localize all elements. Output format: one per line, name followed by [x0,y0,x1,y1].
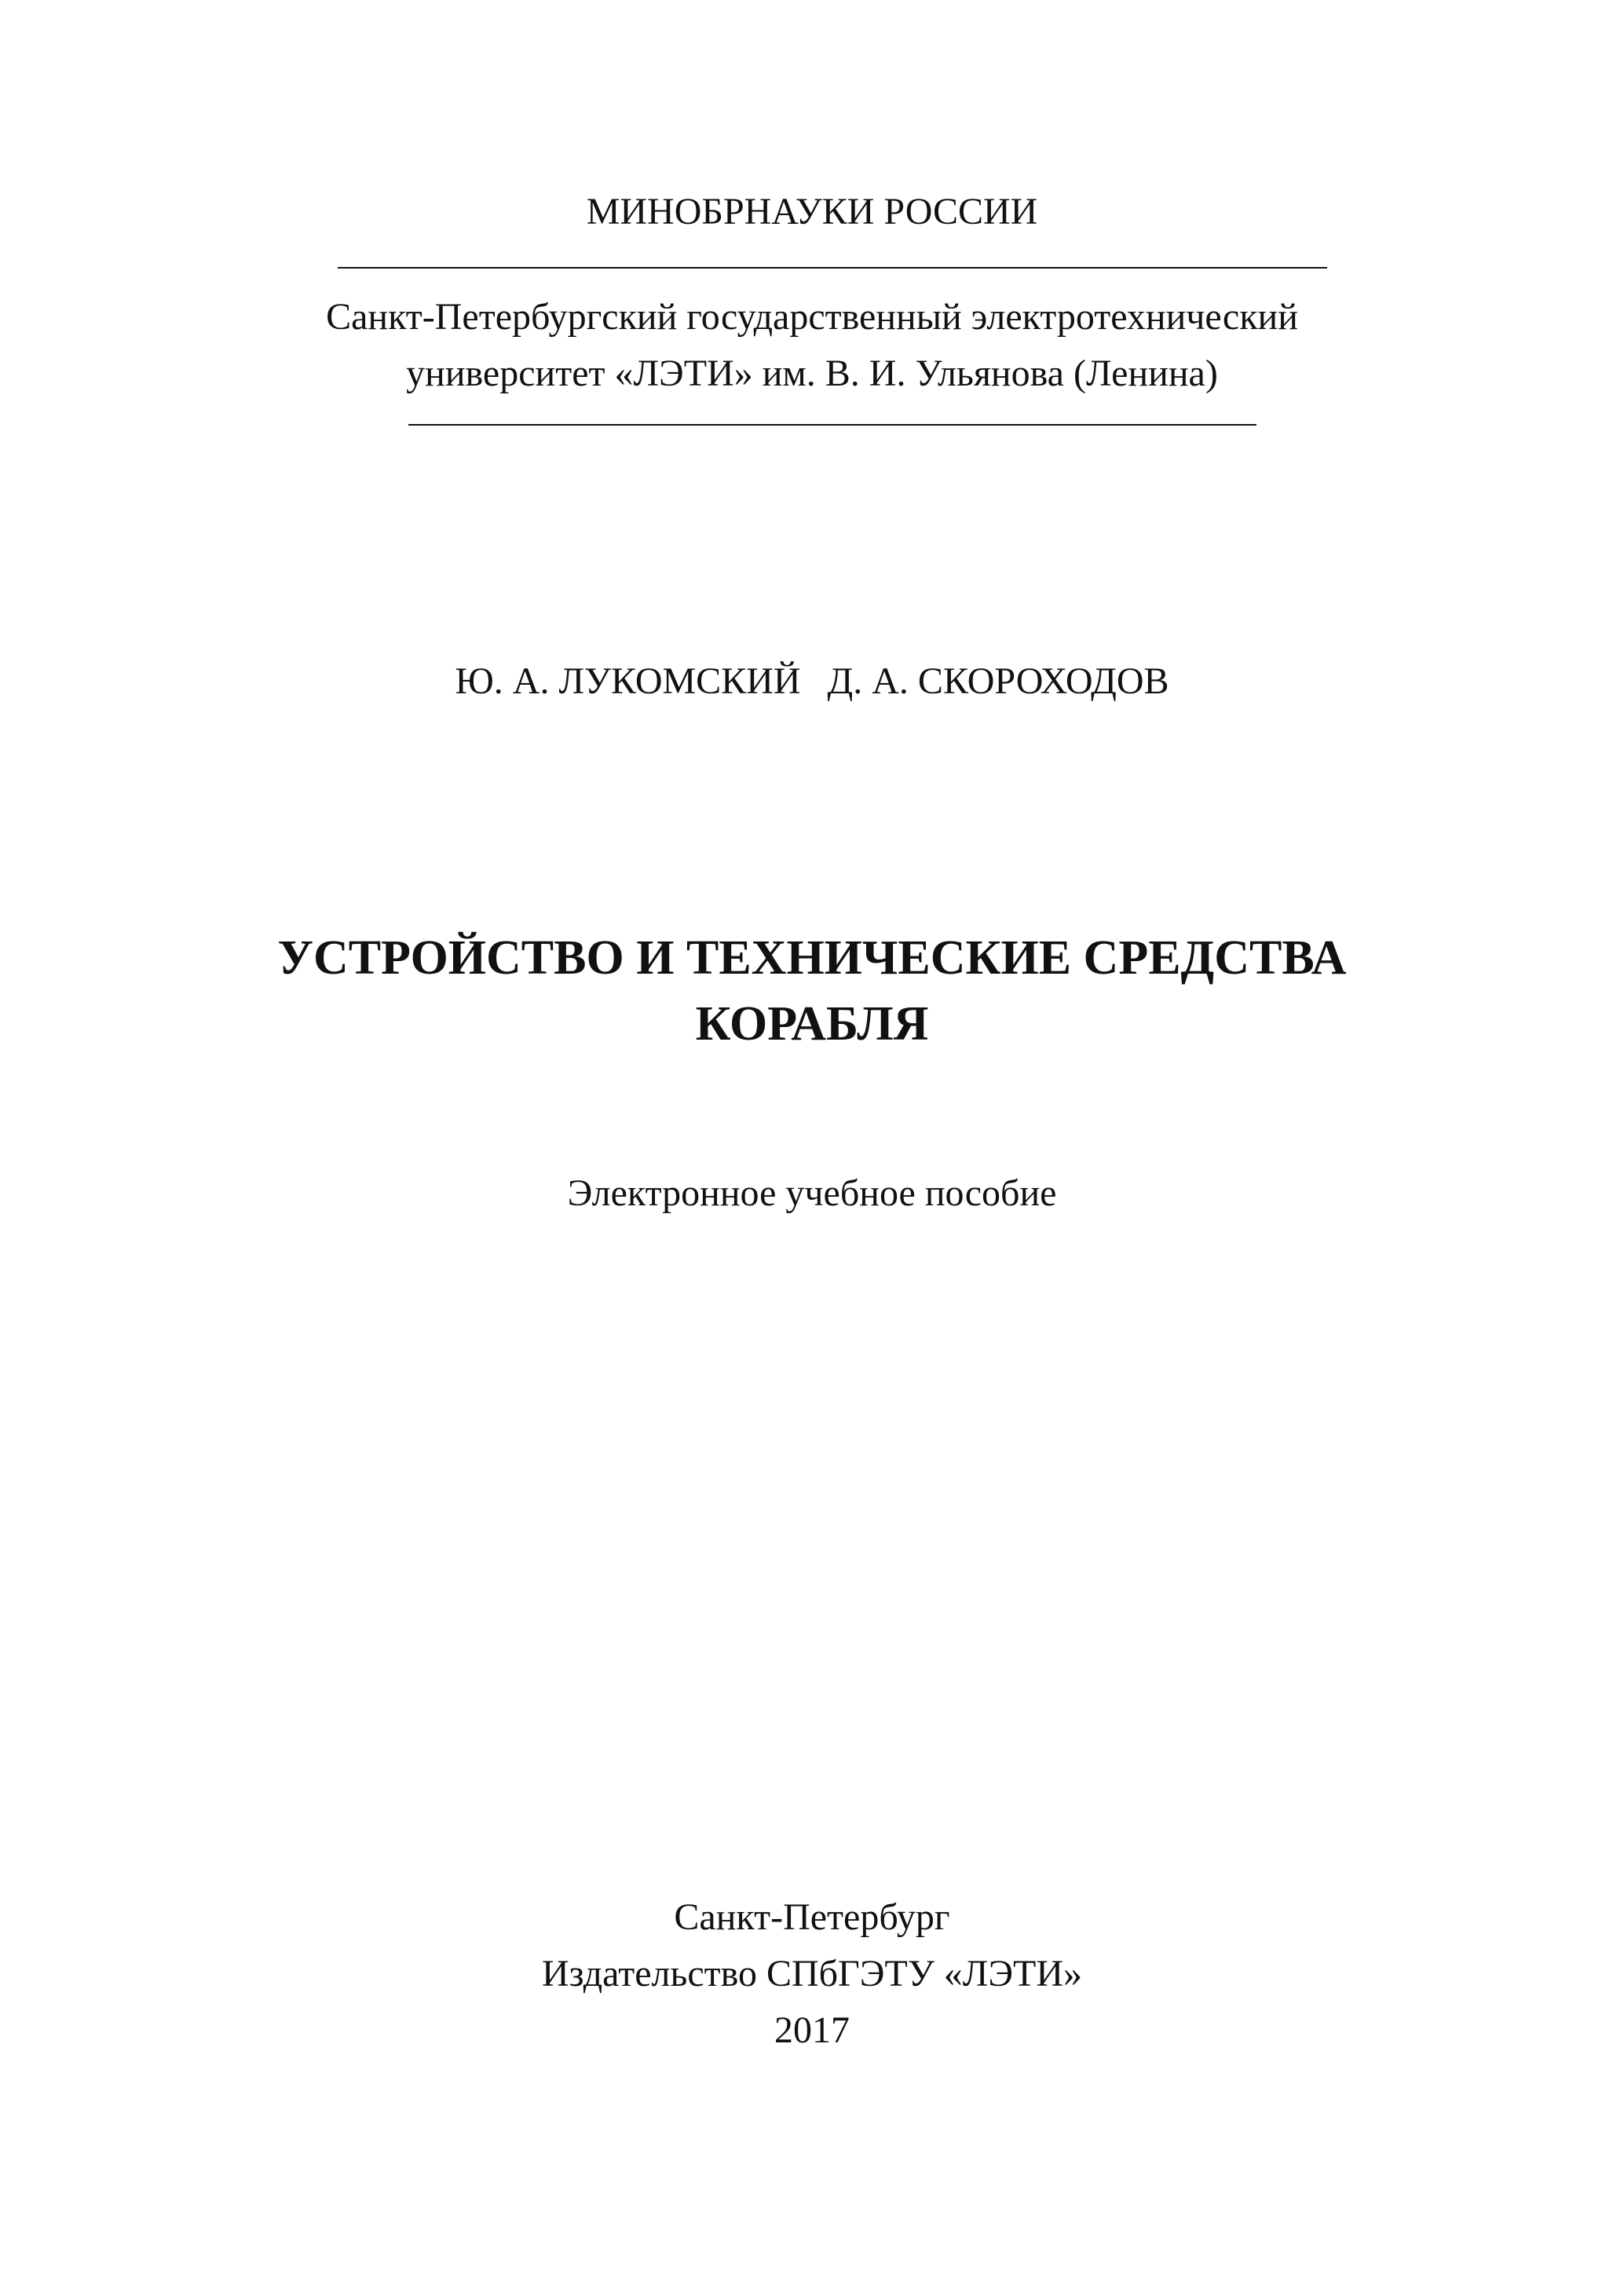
imprint-year: 2017 [774,2009,850,2051]
ministry-name: МИНОБРНАУКИ РОССИИ [586,191,1038,232]
author-1: Ю. А. ЛУКОМСКИЙ [455,660,801,702]
book-title-line-1: УСТРОЙСТВО И ТЕХНИЧЕСКИЕ СРЕДСТВА [277,931,1347,985]
university-name-line-2: университет «ЛЭТИ» им. В. И. Ульянова (Ленина) [406,353,1218,394]
imprint-publisher: Издательство СПбГЭТУ «ЛЭТИ» [541,1953,1083,1994]
university-name-line-1: Санкт-Петербургский государственный электротехнический [326,296,1298,338]
book-title-line-2: КОРАБЛЯ [695,997,929,1051]
book-subtitle: Электронное учебное пособие [567,1172,1057,1214]
imprint-city: Санкт-Петербург [674,1896,950,1938]
author-2: Д. А. СКОРОХОДОВ [827,660,1169,702]
authors [0,658,1624,705]
header-divider-bottom [408,424,1256,426]
header-divider-top [338,267,1327,269]
